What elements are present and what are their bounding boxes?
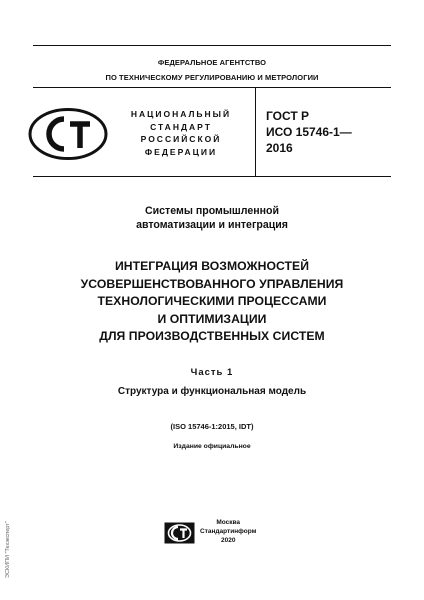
iso-reference: (ISO 15746-1:2015, IDT) bbox=[170, 422, 254, 431]
title-main-line: УСОВЕРШЕНСТВОВАННОГО УПРАВЛЕНИЯ bbox=[80, 276, 344, 291]
vertical-divider bbox=[255, 88, 256, 176]
publisher-name: Стандартинформ bbox=[200, 527, 257, 535]
agency-line-1: ФЕДЕРАЛЬНОЕ АГЕНТСТВО bbox=[157, 58, 267, 67]
title-small-line: автоматизации и интеграция bbox=[136, 219, 288, 231]
publisher-info bbox=[200, 519, 256, 545]
standard-label-line: НАЦИОНАЛЬНЫЙ bbox=[130, 109, 232, 119]
publisher-city: Москва bbox=[216, 519, 241, 526]
agency-line-2: ПО ТЕХНИЧЕСКОМУ РЕГУЛИРОВАНИЮ И МЕТРОЛОГИИ bbox=[105, 73, 319, 82]
standartinform-logo-icon bbox=[164, 522, 195, 544]
title-main-line: ДЛЯ ПРОИЗВОДСТВЕННЫХ СИСТЕМ bbox=[99, 329, 325, 344]
header-rule bbox=[33, 87, 391, 88]
standard-label-line: ФЕДЕРАЦИИ bbox=[144, 146, 218, 157]
gost-designation bbox=[266, 108, 352, 156]
title-main bbox=[0, 258, 424, 346]
standard-label-line: СТАНДАРТ bbox=[150, 121, 212, 132]
title-main-line: И ОПТИМИЗАЦИИ bbox=[157, 311, 267, 326]
part-label: Часть 1 bbox=[190, 367, 234, 378]
gost-line: ГОСТ Р bbox=[266, 109, 310, 123]
standard-label-line: РОССИЙСКОЙ bbox=[140, 134, 222, 145]
top-rule bbox=[33, 45, 391, 46]
standard-block-rule bbox=[33, 176, 391, 177]
publisher-year: 2020 bbox=[220, 536, 236, 544]
title-main-line: ИНТЕГРАЦИЯ ВОЗМОЖНОСТЕЙ bbox=[114, 259, 310, 273]
rst-certification-mark-icon bbox=[28, 108, 108, 160]
subtitle: Структура и функциональная модель bbox=[117, 386, 307, 397]
gost-line: ИСО 15746-1— bbox=[266, 125, 352, 139]
title-small-line: Системы промышленной bbox=[145, 205, 279, 217]
title-small bbox=[0, 204, 424, 232]
side-watermark-note: ЭСКИПИ "Техэксперт" bbox=[5, 521, 11, 578]
national-standard-label bbox=[120, 108, 242, 158]
gost-line: 2016 bbox=[266, 141, 293, 155]
edition-label: Издание официальное bbox=[173, 443, 251, 450]
title-main-line: ТЕХНОЛОГИЧЕСКИМИ ПРОЦЕССАМИ bbox=[97, 294, 327, 309]
